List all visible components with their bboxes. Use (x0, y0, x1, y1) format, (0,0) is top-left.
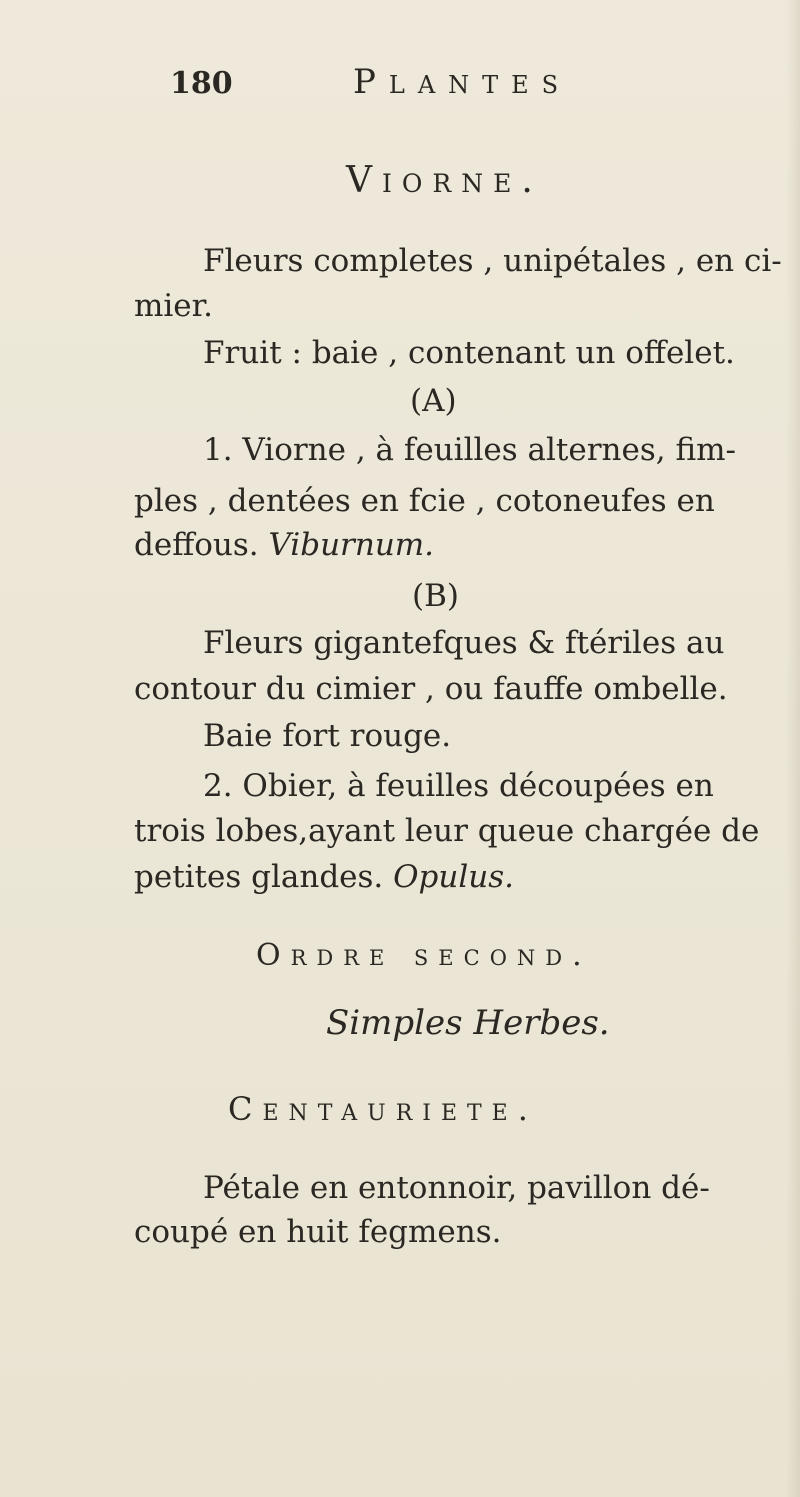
latin-name-opulus: Opulus. (393, 859, 515, 895)
text-span: petites glandes. (134, 859, 394, 895)
text-line: mier. (134, 288, 213, 324)
text-span: deffous. (134, 527, 269, 563)
text-line: 1. Viorne , à feuilles alternes, fim- (203, 432, 737, 468)
section-title-viorne: Viorne. (346, 160, 543, 201)
text-line: trois lobes,ayant leur queue chargée de (134, 813, 760, 849)
text-line: contour du cimier , ou fauffe ombelle. (134, 671, 728, 707)
section-title-centauriete: Centauriete. (228, 1090, 538, 1128)
section-subtitle-simples-herbes: Simples Herbes. (326, 1003, 610, 1043)
latin-name-viburnum: Viburnum. (268, 527, 435, 563)
text-line: Fleurs gigantefques & ftériles au (203, 625, 725, 661)
text-line: 2. Obier, à feuilles découpées en (203, 768, 714, 804)
marker-b: (B) (412, 578, 459, 614)
text-line: Fleurs completes , unipétales , en ci- (203, 243, 782, 279)
text-line: Baie fort rouge. (203, 718, 452, 754)
text-line: coupé en huit fegmens. (134, 1214, 502, 1250)
text-line (134, 857, 514, 897)
text-line: ples , dentées en fcie , cotoneufes en (134, 483, 715, 519)
marker-a: (A) (410, 383, 457, 419)
text-line: Fruit : baie , contenant un offelet. (203, 335, 735, 371)
page-number: 180 (170, 66, 233, 101)
text-line: Pétale en entonnoir, pavillon dé- (203, 1170, 710, 1206)
section-title-ordre-second: Ordre second. (256, 938, 592, 973)
page-edge-shadow (786, 0, 800, 1497)
text-line (134, 525, 434, 565)
running-head: Plantes (353, 62, 572, 102)
